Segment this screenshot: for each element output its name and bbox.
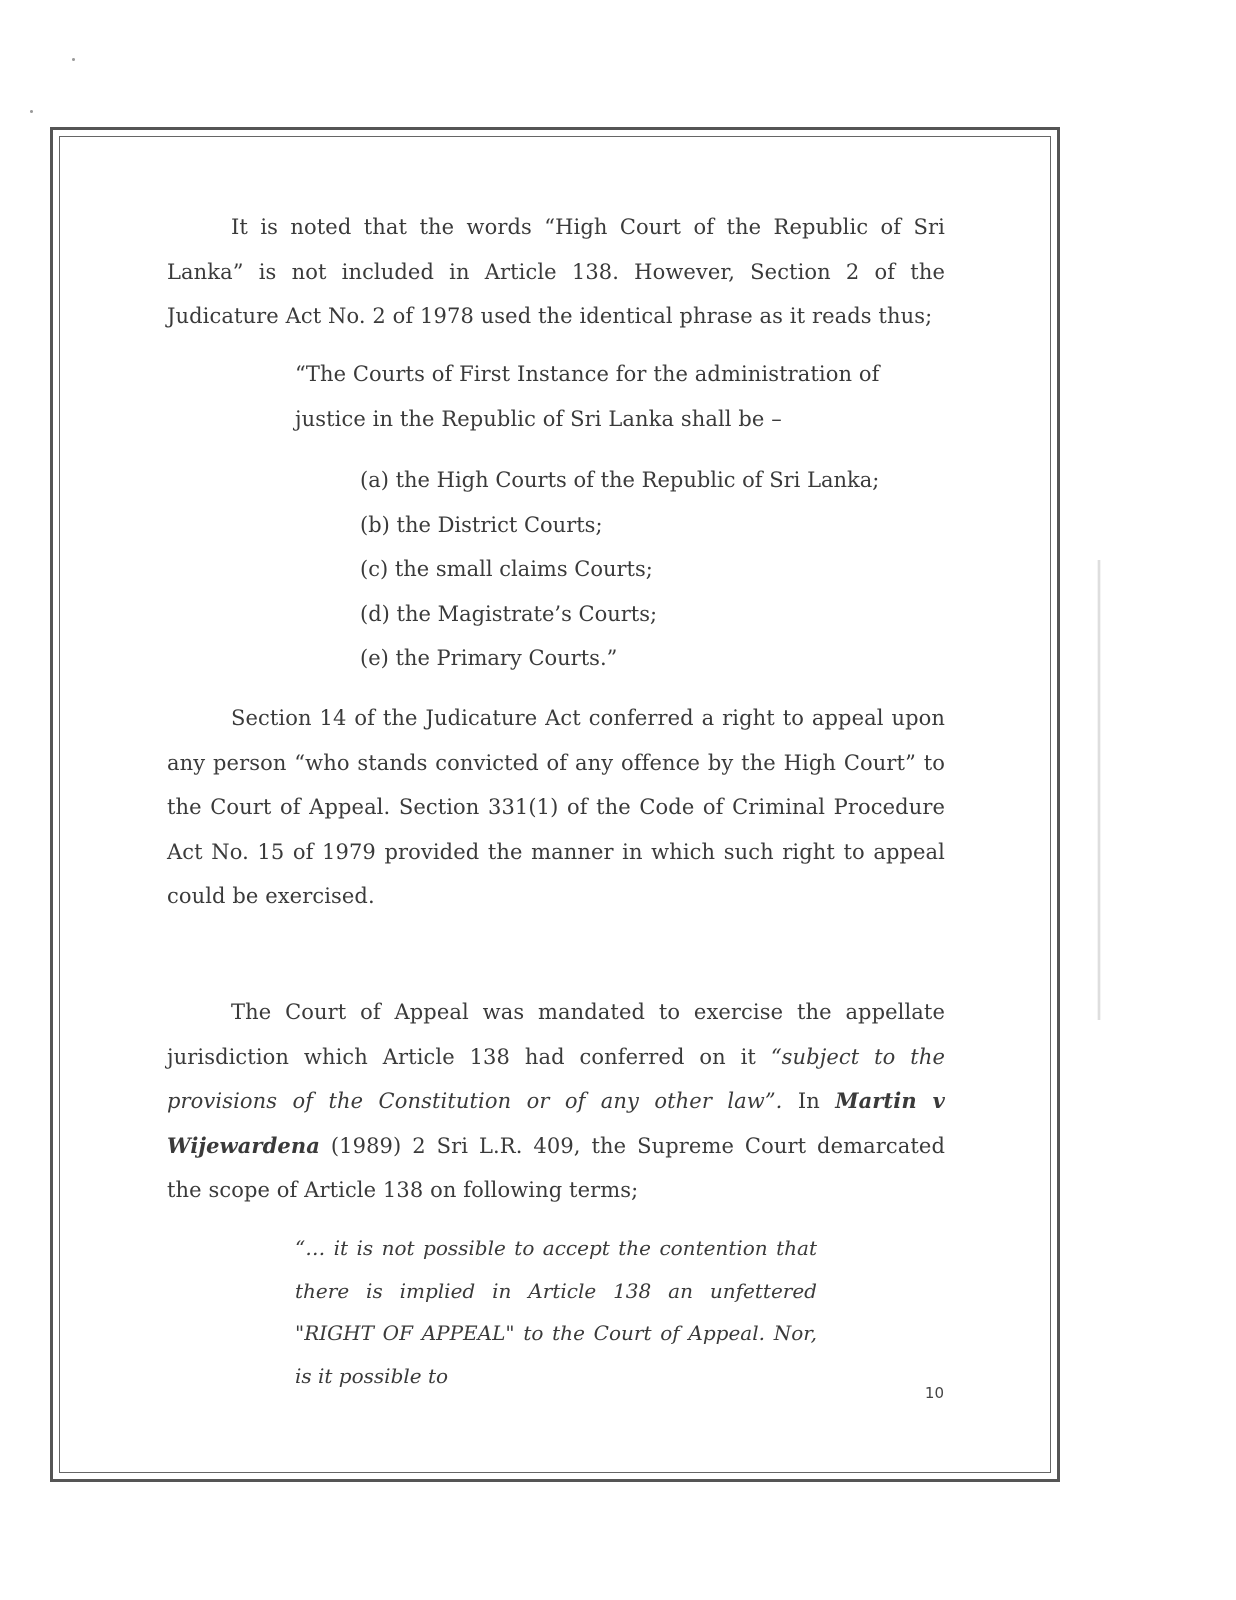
paragraph-2 — [167, 696, 945, 919]
paragraph-1-text: It is noted that the words “High Court of the Republic of Sri Lanka” is not included in Article 138. However, Section 2 of the Judicature Act No. 2 of 1978 used the identical phrase as it reads thus; — [167, 215, 945, 328]
paragraph-2-text: Section 14 of the Judicature Act conferred a right to appeal upon any person “who stands convicted of any offence by the High Court” to the Court of Appeal. Section 331(1) of the Code of Criminal Procedure Act No. 15 of 1979 provided the manner in which such right to appeal could be exercised. — [167, 706, 945, 908]
quote-1-intro: “The Courts of First Instance for the administration of justice in the Republic of Sri Lanka shall be – — [295, 362, 880, 431]
list-item: (e) the Primary Courts.” — [360, 646, 618, 670]
case-name: Martin v Wijewardena — [167, 1088, 945, 1158]
paragraph-3-part-3: (1989) 2 Sri L.R. 409, the Supreme Court demarcated the scope of Article 138 on following terms; — [167, 1133, 945, 1202]
paragraph-1 — [167, 205, 945, 339]
quoted-phrase: “subject to the provisions of the Constitution or of any other law”. — [167, 1044, 945, 1113]
paragraph-3-part-1: The Court of Appeal was mandated to exercise the appellate jurisdiction which Article 138 had conferred on it — [167, 1000, 945, 1069]
paragraph-3-part-2: In — [782, 1089, 836, 1113]
courts-list — [360, 458, 879, 681]
paragraph-3 — [167, 990, 945, 1213]
page-number: 10 — [924, 1384, 944, 1402]
list-item: (a) the High Courts of the Republic of Sri Lanka; — [360, 468, 880, 492]
list-item: (c) the small claims Courts; — [360, 557, 653, 581]
scan-speck — [30, 110, 33, 113]
list-item: (b) the District Courts; — [360, 512, 603, 537]
list-item: (d) the Magistrate’s Courts; — [360, 601, 658, 626]
quote-2: “… it is not possible to accept the contention that there is implied in Article 138 an unfettered "RIGHT OF APPEAL" to the Court of Appeal. Nor, is it possible to — [295, 1236, 817, 1388]
scan-speck — [72, 58, 75, 61]
scan-edge-shadow — [1097, 560, 1101, 1020]
